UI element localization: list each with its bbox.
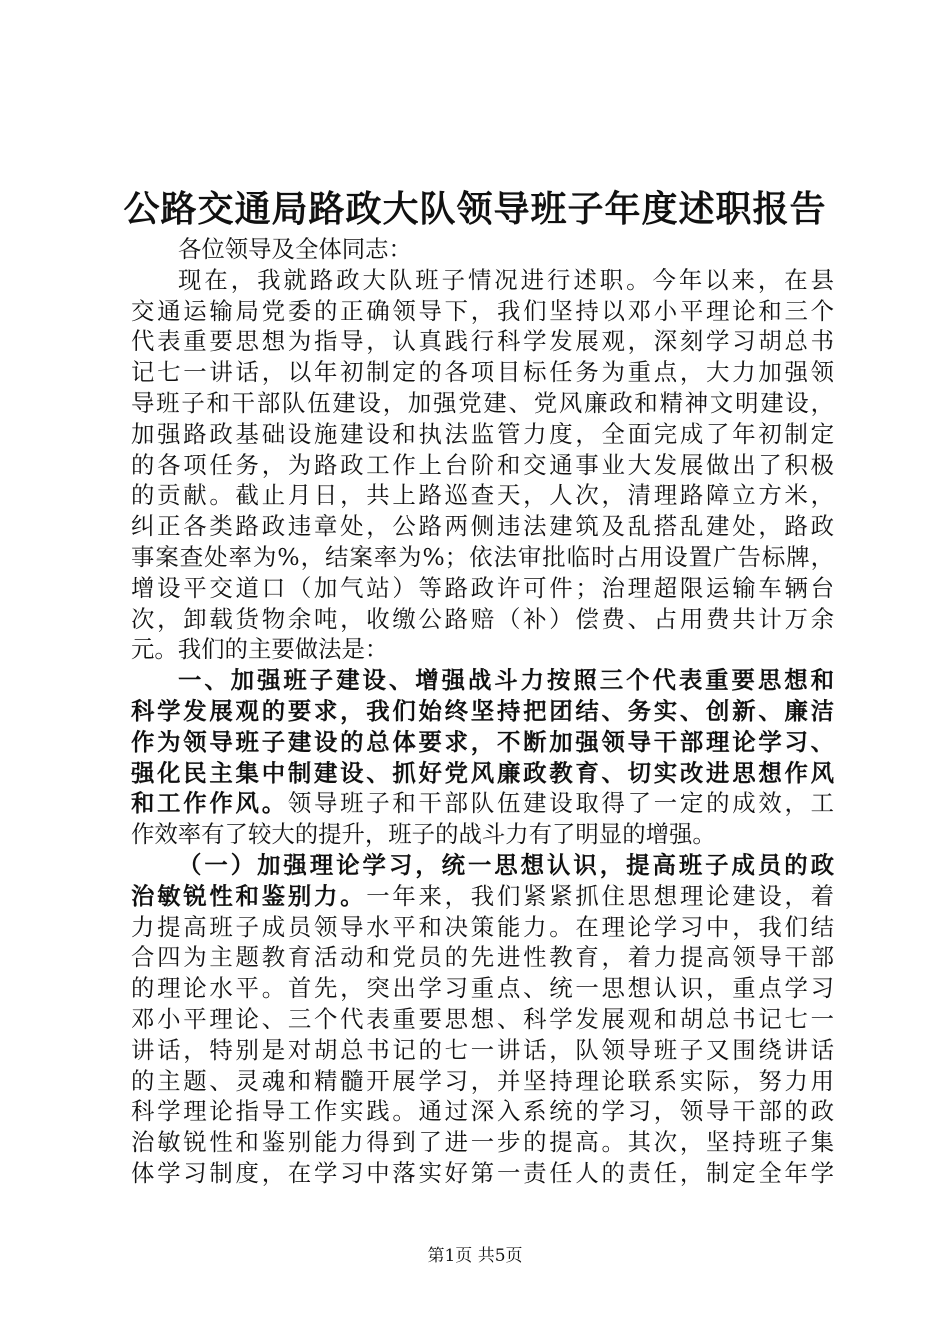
section-heading-line: 科学发展观的要求，我们始终坚持把团结、务实、创新、廉洁 (131, 696, 834, 725)
paragraph-line: 元。我们的主要做法是： (131, 635, 389, 664)
paragraph-line: 作效率有了较大的提升，班子的战斗力有了明显的增强。 (131, 820, 716, 849)
paragraph-line: 的各项任务，为路政工作上台阶和交通事业大发展做出了积极 (131, 450, 834, 479)
paragraph-line: 合四为主题教育活动和党员的先进性教育，着力提高领导干部 (131, 943, 834, 972)
paragraph-line: 体学习制度，在学习中落实好第一责任人的责任，制定全年学 (131, 1158, 834, 1187)
paragraph-line: 现在，我就路政大队班子情况进行述职。今年以来，在县 (178, 265, 834, 294)
paragraph-line: 科学理论指导工作实践。通过深入系统的学习，领导干部的政 (131, 1097, 834, 1126)
page-number: 第1页 共5页 (427, 1246, 523, 1266)
document-body (131, 234, 834, 1189)
paragraph-line: 事案查处率为%，结案率为%；依法审批临时占用设置广告标牌， (131, 542, 834, 571)
paragraph-line: 邓小平理论、三个代表重要思想、科学发展观和胡总书记七一 (131, 1004, 834, 1033)
section-heading-line: 一、加强班子建设、增强战斗力按照三个代表重要思想和 (178, 666, 834, 695)
paragraph-line: 次，卸载货物余吨，收缴公路赔（补）偿费、占用费共计万余 (131, 604, 834, 633)
section-heading-end: 和工作作风。 (131, 789, 288, 818)
document-title: 公路交通局路政大队领导班子年度述职报告 (123, 188, 827, 230)
paragraph-line: 力提高班子成员领导水平和决策能力。在理论学习中，我们结 (131, 912, 834, 941)
section-heading-line: 强化民主集中制建设、抓好党风廉政教育、切实改进思想作风 (131, 758, 834, 787)
paragraph-line: 代表重要思想为指导，认真践行科学发展观，深刻学习胡总书 (131, 327, 834, 356)
paragraph-line: 增设平交道口（加气站）等路政许可件；治理超限运输车辆台 (131, 573, 834, 602)
subsection-heading-end: 治敏锐性和鉴别力。 (131, 881, 367, 910)
paragraph-line: 的理论水平。首先，突出学习重点、统一思想认识，重点学习 (131, 974, 834, 1003)
paragraph-text: 一年来，我们紧紧抓住思想理论建设，着 (366, 881, 834, 910)
paragraph-line: 加强路政基础设施建设和执法监管力度，全面完成了年初制定 (131, 419, 834, 448)
mixed-line (131, 881, 834, 912)
paragraph-line: 导班子和干部队伍建设，加强党建、党风廉政和精神文明建设， (131, 388, 834, 417)
paragraph-line: 的主题、灵魂和精髓开展学习，并坚持理论联系实际，努力用 (131, 1066, 834, 1095)
mixed-line (131, 788, 834, 819)
paragraph-line: 纠正各类路政违章处，公路两侧违法建筑及乱搭乱建处，路政 (131, 512, 834, 541)
paragraph-line: 治敏锐性和鉴别能力得到了进一步的提高。其次，坚持班子集 (131, 1128, 834, 1157)
paragraph-line: 的贡献。截止月日，共上路巡查天，人次，清理路障立方米， (131, 481, 834, 510)
paragraph-line: 记七一讲话，以年初制定的各项目标任务为重点，大力加强领 (131, 358, 834, 387)
section-heading-line: 作为领导班子建设的总体要求，不断加强领导干部理论学习、 (131, 727, 834, 756)
paragraph-text: 领导班子和干部队伍建设取得了一定的成效，工 (287, 789, 835, 818)
subsection-heading-line: （一）加强理论学习，统一思想认识，提高班子成员的政 (178, 850, 834, 879)
paragraph-line: 讲话，特别是对胡总书记的七一讲话，队领导班子又围绕讲话 (131, 1035, 834, 1064)
salutation: 各位领导及全体同志： (178, 235, 412, 263)
paragraph-line: 交通运输局党委的正确领导下，我们坚持以邓小平理论和三个 (131, 296, 834, 325)
